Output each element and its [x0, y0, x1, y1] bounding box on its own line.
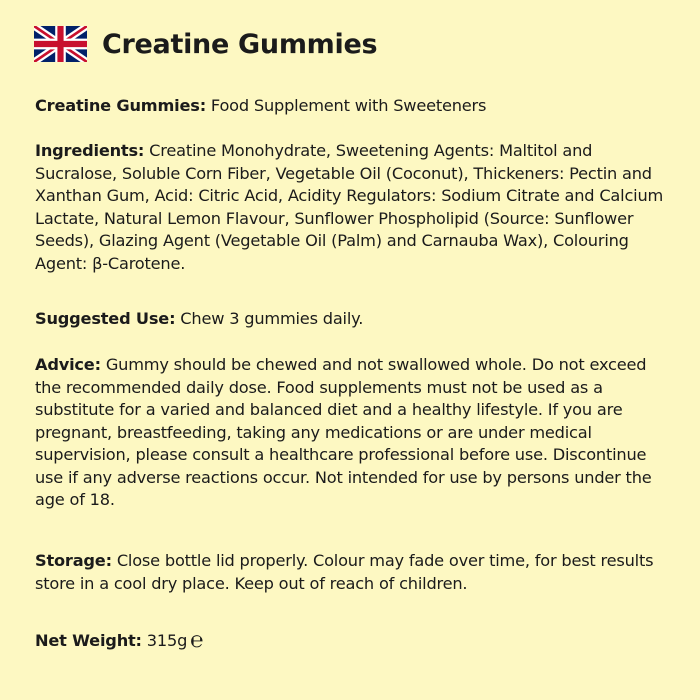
storage-section [35, 550, 665, 595]
uk-flag-icon [34, 26, 87, 62]
estimated-sign-icon: ℮ [190, 628, 204, 653]
net-weight-section [35, 630, 665, 653]
suggested-use-text: Chew 3 gummies daily. [175, 309, 364, 328]
suggested-use-label: Suggested Use: [35, 309, 176, 328]
storage-text: Close bottle lid properly. Colour may fade over time, for best results store in a cool dry place. Keep out of reach of children. [35, 551, 654, 593]
page-title: Creatine Gummies [102, 28, 378, 60]
net-weight-value: 315g [141, 631, 188, 650]
storage-label: Storage: [35, 551, 112, 570]
advice-text: Gummy should be chewed and not swallowed whole. Do not exceed the recommended daily dose. Food supplements must not be used as a substitute for a varied and balanced diet and a healthy lifestyle. If you are pregnant, breastfeeding, taking any medications or are under medical supervision, please consult a healthcare professional before use. Discontinue use if any adverse reactions occur. Not intended for use by persons under the age of 18. [35, 355, 652, 509]
ingredients-label: Ingredients: [35, 141, 145, 160]
advice-section [35, 354, 665, 512]
suggested-use-section [35, 308, 665, 331]
advice-label: Advice: [35, 355, 101, 374]
ingredients-text: Creatine Monohydrate, Sweetening Agents: Maltitol and Sucralose, Soluble Corn Fiber, Vegetable Oil (Coconut), Thickeners: Pectin and Xanthan Gum, Acid: Citric Acid, Acidity Regulators: Sodium Citrate and Calcium Lactate, Natural Lemon Flavour, Sunflower Phospholipid (Source: Sunflower Seeds), Glazing Agent (Vegetable Oil (Palm) and Carnauba Wax), Colouring Agent: β-Carotene. [35, 141, 664, 273]
net-weight-label: Net Weight: [35, 631, 142, 650]
product-label: Creatine Gummies: [35, 96, 206, 115]
product-text: Food Supplement with Sweeteners [205, 96, 487, 115]
ingredients-section [35, 140, 665, 275]
product-description [35, 95, 665, 118]
header [34, 26, 377, 62]
